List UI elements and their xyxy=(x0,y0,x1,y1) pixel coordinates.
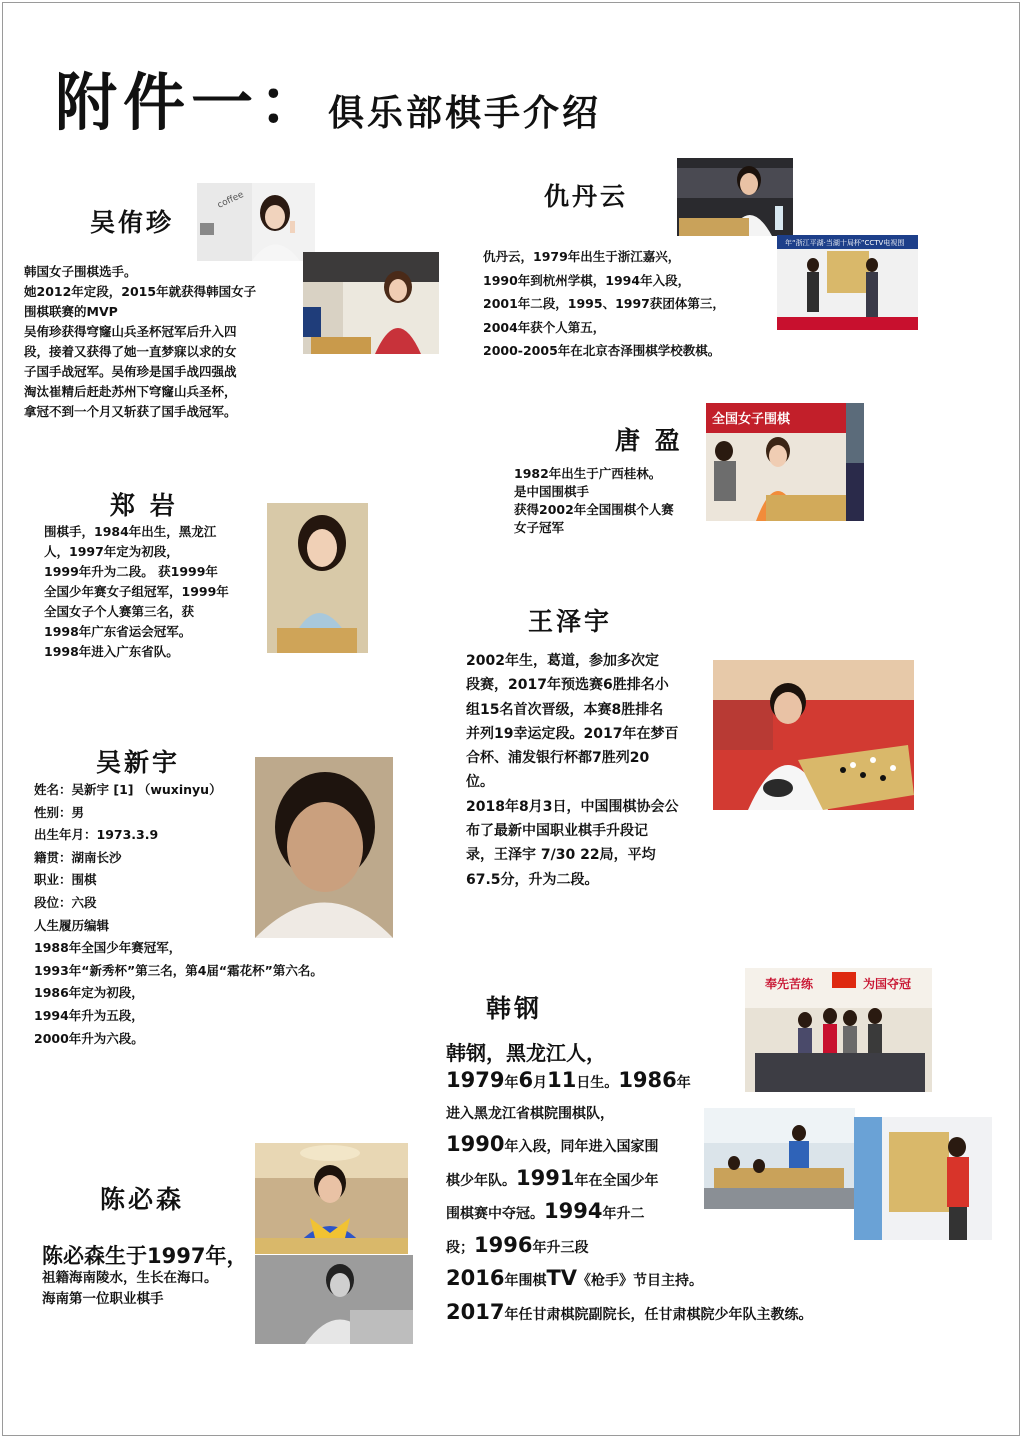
bio-line: 位。 xyxy=(466,774,494,791)
bio-line: 海南第一位职业棋手 xyxy=(42,1291,164,1307)
year-text: 1986 xyxy=(618,1068,677,1092)
bio-line: 段位：六段 xyxy=(34,894,97,910)
wu-youzhen-photo-1 xyxy=(197,183,315,261)
bio-line: 1986年定为初段， xyxy=(34,985,144,1001)
bio-line: 2018年8月3日，中国围棋协会公 xyxy=(466,798,679,815)
year-text: 1990 xyxy=(446,1132,505,1156)
banner-right-text: 为国夺冠 xyxy=(863,977,912,991)
bio-line: 组15名首次晋级，本赛8胜排名 xyxy=(466,701,664,718)
bio-text: 年入段，同年进入国家围 xyxy=(504,1139,659,1155)
bio-line: 67.5分，升为二段。 xyxy=(466,871,599,888)
bio-line: 2004年获个人第五， xyxy=(483,319,606,335)
bio-text: 年在全国少年 xyxy=(574,1172,659,1189)
qiu-danyun-photo-1 xyxy=(677,158,793,236)
han-gang-photo-3 xyxy=(854,1117,992,1240)
chen-bisen-bio xyxy=(42,1268,218,1310)
bio-text: 年升二 xyxy=(602,1206,645,1222)
month-text: 6 xyxy=(518,1068,534,1092)
bio-line: 1990年到杭州学棋，1994年入段， xyxy=(483,272,691,288)
bio-line: 段赛，2017年预选赛6胜排名小 xyxy=(466,677,669,694)
bio-line: 1994年升为五段， xyxy=(34,1007,144,1023)
bio-text: 年任甘肃棋院副院长，任甘肃棋院少年队主教练。 xyxy=(504,1306,813,1323)
bio-line: 1982年出生于广西桂林。 xyxy=(514,466,662,481)
bio-line: 2000年升为六段。 xyxy=(34,1030,144,1046)
tang-ying-bio xyxy=(514,465,674,537)
page-subtitle: 俱乐部棋手介绍 xyxy=(328,93,602,134)
bio-line: 2002年生，葛道，参加多次定 xyxy=(466,653,659,669)
bio-line: 并列19幸运定段。2017年在梦百 xyxy=(466,725,679,742)
event-banner-text: 全国女子围棋 xyxy=(712,412,791,427)
bio-line: 2000-2005年在北京杏泽围棋学校教棋。 xyxy=(483,343,721,358)
year-text: 1979 xyxy=(446,1068,505,1092)
player-name-chen-bisen: 陈必森 xyxy=(100,1185,185,1214)
bio-line: 淘汰崔精后赶赴苏州下穹窿山兵圣杯， xyxy=(24,384,237,399)
bio-line: 围棋手，1984年出生，黑龙江 xyxy=(44,524,217,539)
bio-line xyxy=(446,1163,812,1197)
bio-text: 年升三段 xyxy=(532,1239,589,1256)
player-name-zheng-yan: 郑 岩 xyxy=(110,491,178,520)
player-name-wu-xinyu: 吴新宇 xyxy=(96,748,181,777)
year-text: 2016 xyxy=(446,1266,505,1290)
player-name-tang-ying: 唐 盈 xyxy=(615,426,683,455)
bio-line: 录，王泽宇 7/30 22局，平均 xyxy=(466,847,656,864)
bio-line: 她2012年定段，2015年就获得韩国女子 xyxy=(24,284,257,299)
bio-line xyxy=(446,1129,812,1163)
player-name-qiu-danyun: 仇丹云 xyxy=(544,182,629,211)
bio-text: 年围棋 xyxy=(504,1273,547,1289)
bio-line xyxy=(446,1263,812,1297)
wu-youzhen-bio xyxy=(24,262,256,422)
bio-line: 获得2002年全国围棋个人赛 xyxy=(514,502,674,517)
bio-line xyxy=(446,1196,812,1230)
player-name-han-gang: 韩钢 xyxy=(486,994,543,1023)
bio-line xyxy=(446,1230,812,1264)
wang-zeyu-bio xyxy=(466,649,678,892)
bio-line: 段，接着又获得了她一直梦寐以求的女 xyxy=(24,344,237,359)
bio-line: 全国女子个人赛第三名，获 xyxy=(44,604,195,619)
wang-zeyu-photo xyxy=(713,660,914,810)
bio-line: 祖籍海南陵水，生长在海口。 xyxy=(42,1270,218,1286)
bio-line: 围棋联赛的MVP xyxy=(24,304,118,319)
bio-line: 女子冠军 xyxy=(514,520,565,535)
bio-line: 是中国围棋手 xyxy=(514,484,590,499)
bio-text: 年 xyxy=(676,1075,691,1091)
chen-bisen-intro: 陈必森生于1997年， xyxy=(42,1244,248,1268)
bio-line: 姓名：吴新宇 [1] （wuxinyu） xyxy=(34,782,222,797)
bio-line: 仇丹云，1979年出生于浙江嘉兴， xyxy=(483,249,681,264)
bio-line: 拿冠不到一个月又斩获了国手战冠军。 xyxy=(24,404,237,419)
bio-line: 1998年广东省运会冠军。 xyxy=(44,624,192,639)
player-name-wang-zeyu: 王泽宇 xyxy=(528,607,613,636)
bio-text: 段； xyxy=(446,1239,474,1256)
han-gang-bio xyxy=(446,1065,812,1330)
bio-text: 《枪手》节目主持。 xyxy=(577,1273,704,1289)
han-gang-intro: 韩钢，黑龙江人， xyxy=(446,1041,606,1065)
chen-bisen-photo-1 xyxy=(255,1143,408,1254)
bio-line: 性别：男 xyxy=(34,804,85,820)
bio-line: 1999年升为二段。 获1999年 xyxy=(44,564,218,579)
year-text: 1996 xyxy=(474,1232,533,1257)
chen-bisen-photo-2 xyxy=(255,1255,413,1344)
event-banner-text: 年“浙江平湖·当湖十局杯”CCTV电视围 xyxy=(785,239,905,247)
bio-line: 1993年“新秀杯”第三名，第4届“霜花杯”第六名。 xyxy=(34,962,323,978)
bio-line: 2001年二段，1995、1997获团体第三， xyxy=(483,296,725,311)
page-title: 附件一： xyxy=(55,66,328,139)
bio-text: 年 xyxy=(504,1075,519,1091)
wu-xinyu-bio xyxy=(34,779,323,1050)
zheng-yan-photo xyxy=(267,503,368,653)
bio-line: 韩国女子围棋选手。 xyxy=(24,264,137,279)
bio-line: 1988年全国少年赛冠军， xyxy=(34,940,182,956)
qiu-danyun-photo-2 xyxy=(777,235,918,330)
bio-line: 籍贯：湖南长沙 xyxy=(34,849,122,865)
bio-line: 子国手战冠军。吴侑珍是国手战四强战 xyxy=(24,364,237,379)
bio-line: 人生履历编辑 xyxy=(34,917,110,933)
bio-line: 出生年月：1973.3.9 xyxy=(34,827,159,843)
wu-youzhen-photo-2 xyxy=(303,252,439,354)
bio-line: 合杯、浦发银行杯都7胜列20 xyxy=(466,750,650,767)
bio-line: 职业：围棋 xyxy=(34,872,97,888)
bio-line xyxy=(446,1065,812,1099)
bio-line xyxy=(446,1297,812,1331)
tang-ying-photo xyxy=(706,403,864,521)
year-text: 1991 xyxy=(516,1165,575,1190)
bio-line: 吴侑珍获得穹窿山兵圣杯冠军后升入四 xyxy=(24,324,237,339)
zheng-yan-bio xyxy=(44,522,229,662)
banner-left-text: 奉先苦练 xyxy=(765,977,814,991)
bio-line: 布了最新中国职业棋手升段记 xyxy=(466,823,648,840)
player-name-wu-youzhen: 吴侑珍 xyxy=(90,208,175,237)
year-text: 1994 xyxy=(544,1199,603,1223)
coffee-sign-text: coffee xyxy=(216,189,246,211)
bio-text: 月 xyxy=(533,1075,548,1091)
bio-line: 进入黑龙江省棋院围棋队， xyxy=(446,1105,614,1122)
day-text: 11 xyxy=(547,1068,577,1092)
qiu-danyun-bio xyxy=(483,245,725,363)
bio-text: 围棋赛中夺冠。 xyxy=(446,1206,544,1222)
bio-text: 日生。 xyxy=(576,1075,619,1091)
year-text: 2017 xyxy=(446,1299,505,1324)
bio-text: 棋少年队。 xyxy=(446,1172,516,1189)
bio-line: 1998年进入广东省队。 xyxy=(44,644,179,659)
bio-line: 全国少年赛女子组冠军，1999年 xyxy=(44,584,229,599)
bio-line: 人，1997年定为初段， xyxy=(44,544,179,559)
tv-text: TV xyxy=(546,1266,578,1290)
